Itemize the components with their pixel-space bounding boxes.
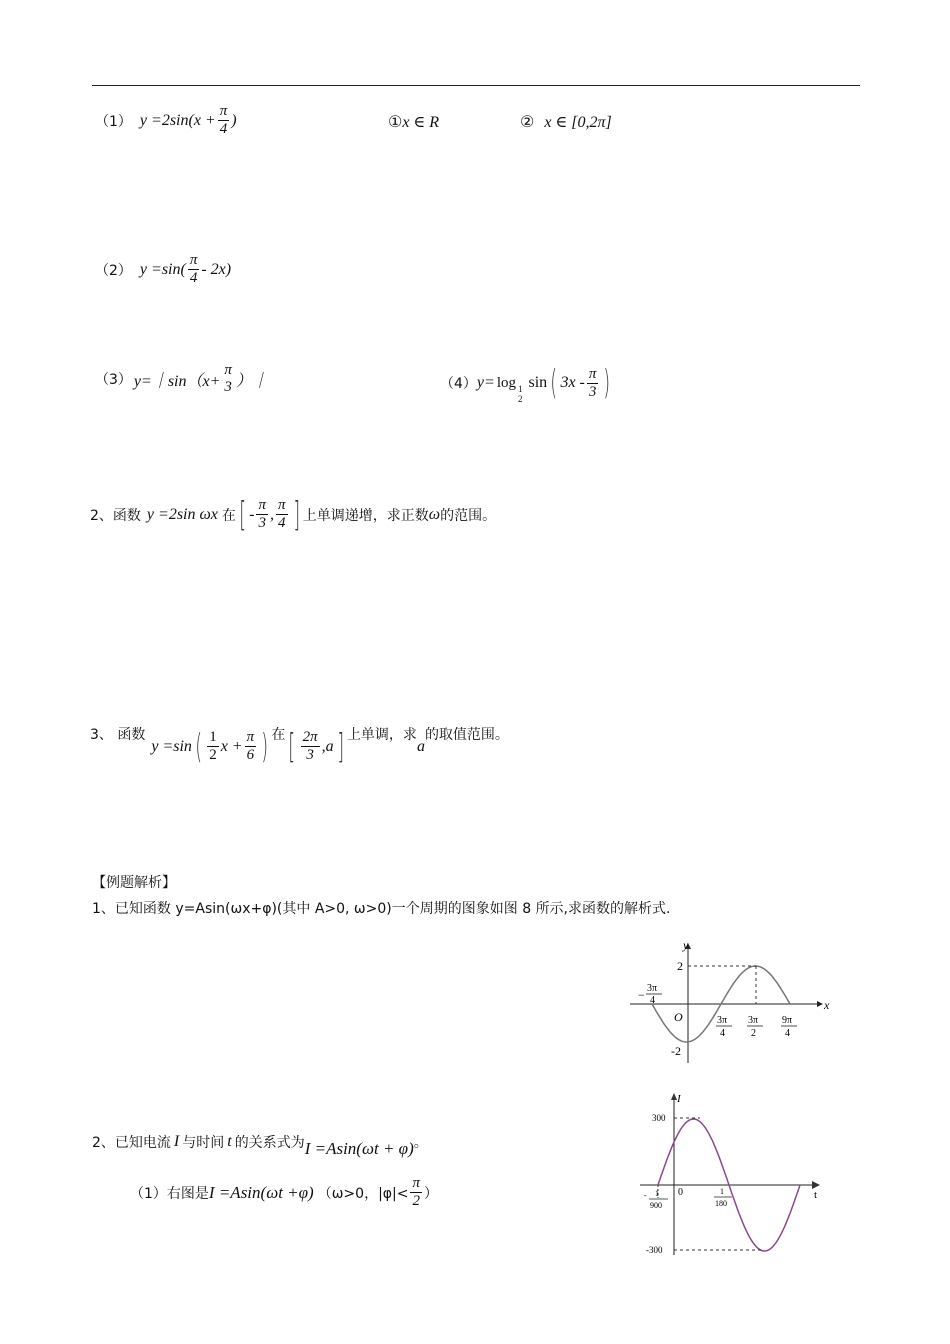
x-label: x [824,998,830,1012]
log-text: log [496,374,516,391]
formula-text: x ∈ [0,2π] [544,114,612,131]
y-label: y [683,938,689,952]
left-tick-den: 4 [650,995,655,1006]
problem-label: （4） [440,376,477,392]
formula-text: ) [231,111,237,129]
ymax-label: 2 [677,959,683,973]
sin-text: sin [528,374,548,391]
question-text: 的取值范围。 [424,726,509,743]
example-text: ） [423,1185,438,1202]
tick1-den: 4 [720,1028,725,1039]
fraction: $\frac{\pi}{4}$ [278,497,286,531]
formula-text: y =2sin( [139,111,194,129]
paren-right: ) [261,726,269,767]
fraction: $\frac{\pi}{4}$ [189,252,198,286]
ymin-label: -300 [646,1245,663,1255]
left-tick-num: 3π [647,983,658,994]
question-text: 在 [221,507,236,524]
tick2-num: 3π [748,1015,759,1026]
example-text: 的关系式为 [234,1135,305,1151]
question-text: 上单调递增，求正数 [302,507,429,524]
sine-graph-1 [625,935,835,1070]
tick3-den: 4 [785,1028,790,1039]
question-text: 3、 函数 [90,726,146,743]
fraction: $\frac{\pi}{4}$ [219,103,228,137]
condition-2 [520,112,612,132]
log-base: 1 2 [518,384,523,404]
current-graph-2 [630,1090,830,1260]
formula-text: y =sin( [139,260,186,278]
formula-text: , [270,505,274,523]
paren-left: ( [195,726,202,767]
problem-label: （1） [95,113,132,130]
question-text: 2、函数 [90,507,141,524]
examples-heading: 【例题解析】 [92,875,176,891]
example-text: 2、已知电流 [92,1135,171,1151]
formula-text: I =Asin(ωt +φ) [208,1182,314,1202]
bracket-left: [ [239,494,246,535]
i-label: I [677,1093,681,1105]
tick-left-sign: - [644,1191,647,1200]
formula-text: x + [193,111,216,129]
circled-mark: ① [388,114,403,131]
fraction: $\frac{\pi}{3}$ [588,365,597,400]
origin-label: O [674,1010,683,1024]
ymin-label: -2 [671,1044,681,1058]
example-2-sub [130,1175,438,1210]
circled-mark: ② [520,114,535,131]
question-2 [90,494,497,535]
question-text: 在 [271,726,286,743]
tick-right-num: 1 [720,1187,724,1196]
formula-text: - [249,505,255,523]
problem-4 [440,362,614,404]
condition-1 [388,112,439,132]
paren-right: ) [603,363,611,403]
formula-text: - 2x) [201,260,232,278]
bracket-right: ] [336,726,344,767]
left-tick-sign: − [638,988,645,1002]
question-text: 上单调，求 [346,726,417,743]
fraction: $\frac{1}{2}$ [209,729,217,763]
tick-left-den: 900 [650,1201,662,1210]
t-label: t [814,1189,818,1201]
problem-2 [95,252,231,287]
formula-text: ω [428,505,441,523]
fraction: $\frac{\pi}{3}$ [258,497,266,531]
ymax-label: 300 [652,1113,666,1123]
example-text: （1）右图是 [130,1185,209,1202]
top-rule [92,85,860,86]
problem-label: （2） [95,262,132,279]
tick3-num: 9π [782,1015,793,1026]
formula-text: x + [220,737,243,755]
formula-text: 3x - [560,374,585,391]
tick1-num: 3π [717,1015,728,1026]
bracket-left: [ [288,726,296,767]
example-2 [92,1125,428,1159]
example-text: 。 [413,1135,428,1151]
origin-label: 0 [678,1187,683,1198]
formula-text: y =2sin ωx [146,505,218,523]
problem-label: （3） [95,372,132,388]
x-axis-arrow [817,1001,823,1007]
question-text: 的范围。 [440,507,497,524]
tick-left-num: 1 [655,1189,659,1198]
formula-text: t [227,1133,232,1150]
formula-text: ）｜ [235,372,268,390]
tick2-den: 2 [751,1028,756,1039]
formula-text: a [416,737,425,755]
formula-text: y= [476,374,495,391]
example-1: 1、已知函数 y=Asin(ωx+φ)(其中 A>0, ω>0)一个周期的图象如图 8 所示,求函数的解析式. [92,901,671,917]
paren-left: ( [550,363,558,403]
formula-text: y=｜sin（x+ [133,372,221,390]
fraction: $\frac{2\pi}{3}$ [302,729,318,763]
tick-right-den: 180 [715,1199,727,1208]
question-3 [90,703,509,767]
fraction: π 3 [224,362,232,395]
formula-text: y =sin [151,737,192,755]
example-text: 与时间 [182,1135,225,1151]
problem-1 [95,103,237,138]
fraction: $\frac{\pi}{2}$ [412,1175,420,1209]
formula-text: x ∈ R [402,114,440,131]
example-text: （ω>0，|φ|< [317,1185,409,1202]
formula-text: ,a [321,737,334,755]
t-axis-arrow [812,1181,820,1189]
bracket-right: ] [292,494,300,535]
formula-text: I =Asin(ωt + φ) [304,1139,414,1158]
fraction: $\frac{\pi}{6}$ [246,729,255,763]
formula-text: I [173,1133,180,1150]
problem-3 [95,362,268,396]
